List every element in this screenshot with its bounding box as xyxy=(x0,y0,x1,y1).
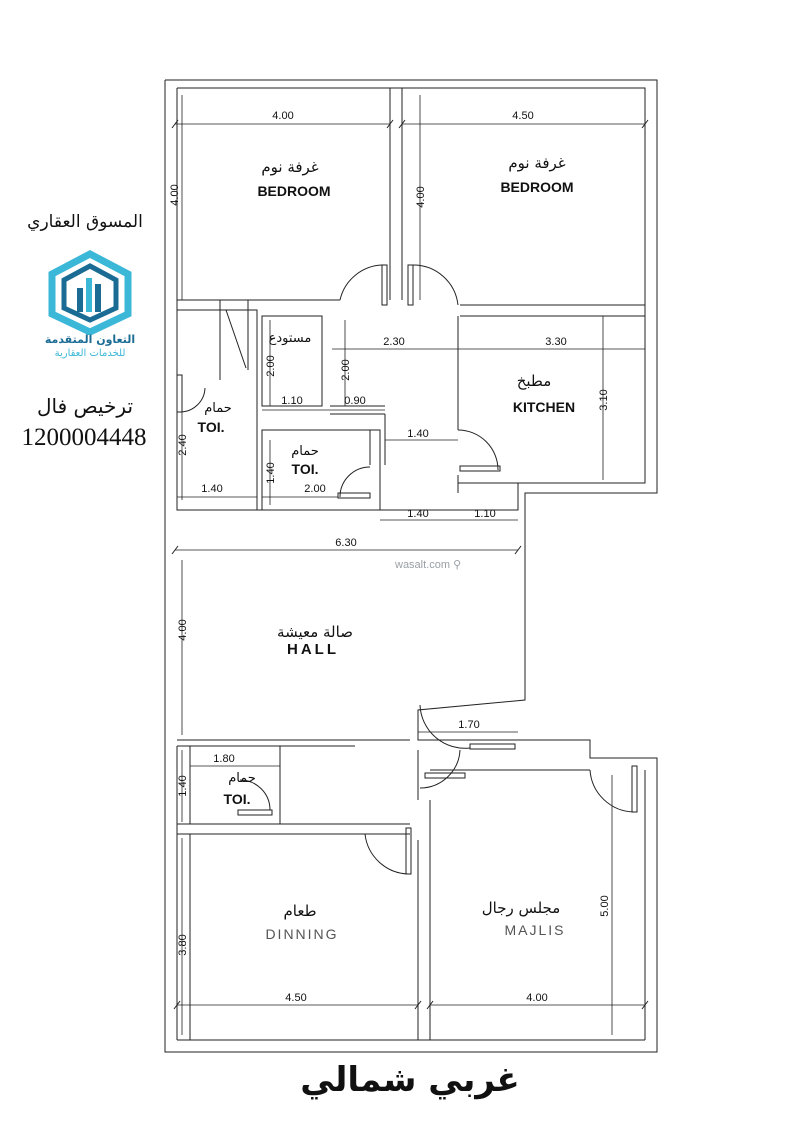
dim-lower-w2: 1.10 xyxy=(474,508,496,520)
dim-toi3-h: 1.40 xyxy=(177,775,189,797)
room-dining-en: DINNING xyxy=(265,926,339,942)
room-majlis-ar: مجلس رجال xyxy=(481,899,561,917)
logo-subtitle: للخدمات العقارية xyxy=(54,348,126,359)
room-bedroom-right-en: BEDROOM xyxy=(500,179,574,195)
dim-dining-h: 3.80 xyxy=(177,934,189,956)
dim-hall-h: 4.00 xyxy=(177,619,189,641)
room-kitchen-ar: مطبخ xyxy=(516,372,552,390)
room-toilet-1-ar: حمام xyxy=(204,401,232,416)
inner-wall xyxy=(177,88,645,510)
room-hall-en: HALL xyxy=(287,641,339,658)
hexagon-logo-icon xyxy=(45,250,135,335)
dim-entry-w: 1.70 xyxy=(458,719,480,731)
dim-hall-w: 6.30 xyxy=(335,537,357,549)
dim-toi2-h: 1.40 xyxy=(265,462,277,484)
room-toilet-2-ar: حمام xyxy=(291,444,319,459)
room-hall-ar: صالة معيشة xyxy=(277,623,353,641)
location-pin-icon: ⚲ xyxy=(453,559,462,571)
dim-majlis-w: 4.00 xyxy=(526,992,548,1004)
dim-kitchen-h: 3.10 xyxy=(598,389,610,411)
dim-toi3-w: 1.80 xyxy=(213,753,235,765)
room-bedroom-right-ar: غرفة نوم xyxy=(508,154,566,172)
door-toilet-1 xyxy=(180,388,205,412)
room-toilet-1-en: TOI. xyxy=(197,419,225,435)
dim-bed-left-w: 4.00 xyxy=(272,110,294,122)
dim-bed-left-h: 4.00 xyxy=(169,184,181,206)
dim-toi2-w: 2.00 xyxy=(304,483,326,495)
room-storage-ar: مستودع xyxy=(268,331,312,346)
company-logo xyxy=(45,250,135,335)
room-toilet-2-en: TOI. xyxy=(291,461,319,477)
door-hall-lower xyxy=(420,750,460,788)
dim-storage-h2: 2.00 xyxy=(340,359,352,381)
door-bedroom-left xyxy=(340,265,385,300)
dim-toi1-bottom-w: 1.40 xyxy=(201,483,223,495)
license-number: 1200004448 xyxy=(21,424,147,451)
logo-name: التعاون المتقدمة xyxy=(44,333,136,346)
door-dining xyxy=(365,834,408,874)
license-label: ترخيص فال xyxy=(36,394,134,418)
dim-toi1-h: 2.40 xyxy=(177,434,189,456)
dim-majlis-h: 5.00 xyxy=(599,895,611,917)
room-dining-ar: طعام xyxy=(283,902,317,920)
dim-corridor-mid-w: 1.40 xyxy=(407,428,429,440)
door-kitchen xyxy=(458,430,498,470)
room-bedroom-left-en: BEDROOM xyxy=(257,183,331,199)
orientation-label: غربي شمالي xyxy=(300,1060,520,1100)
dim-dining-w: 4.50 xyxy=(285,992,307,1004)
room-majlis-en: MAJLIS xyxy=(504,922,566,938)
room-bedroom-left-ar: غرفة نوم xyxy=(261,158,319,176)
dim-bed-right-w: 4.50 xyxy=(512,110,534,122)
room-kitchen-en: KITCHEN xyxy=(512,399,576,415)
room-toilet-3-en: TOI. xyxy=(223,791,251,807)
dim-bed-right-h: 4.00 xyxy=(415,186,427,208)
brand-title: المسوق العقاري xyxy=(27,212,143,232)
room-toilet-3-ar: حمام xyxy=(228,771,256,786)
dim-storage-h: 2.00 xyxy=(265,355,277,377)
dim-gap-w: 0.90 xyxy=(344,395,366,407)
dim-corridor-w: 2.30 xyxy=(383,336,405,348)
dim-lower-w1: 1.40 xyxy=(407,508,429,520)
dim-kitchen-w: 3.30 xyxy=(545,336,567,348)
watermark-text: wasalt.com ⚲ xyxy=(395,559,462,571)
dim-toi1-w: 1.10 xyxy=(281,395,303,407)
